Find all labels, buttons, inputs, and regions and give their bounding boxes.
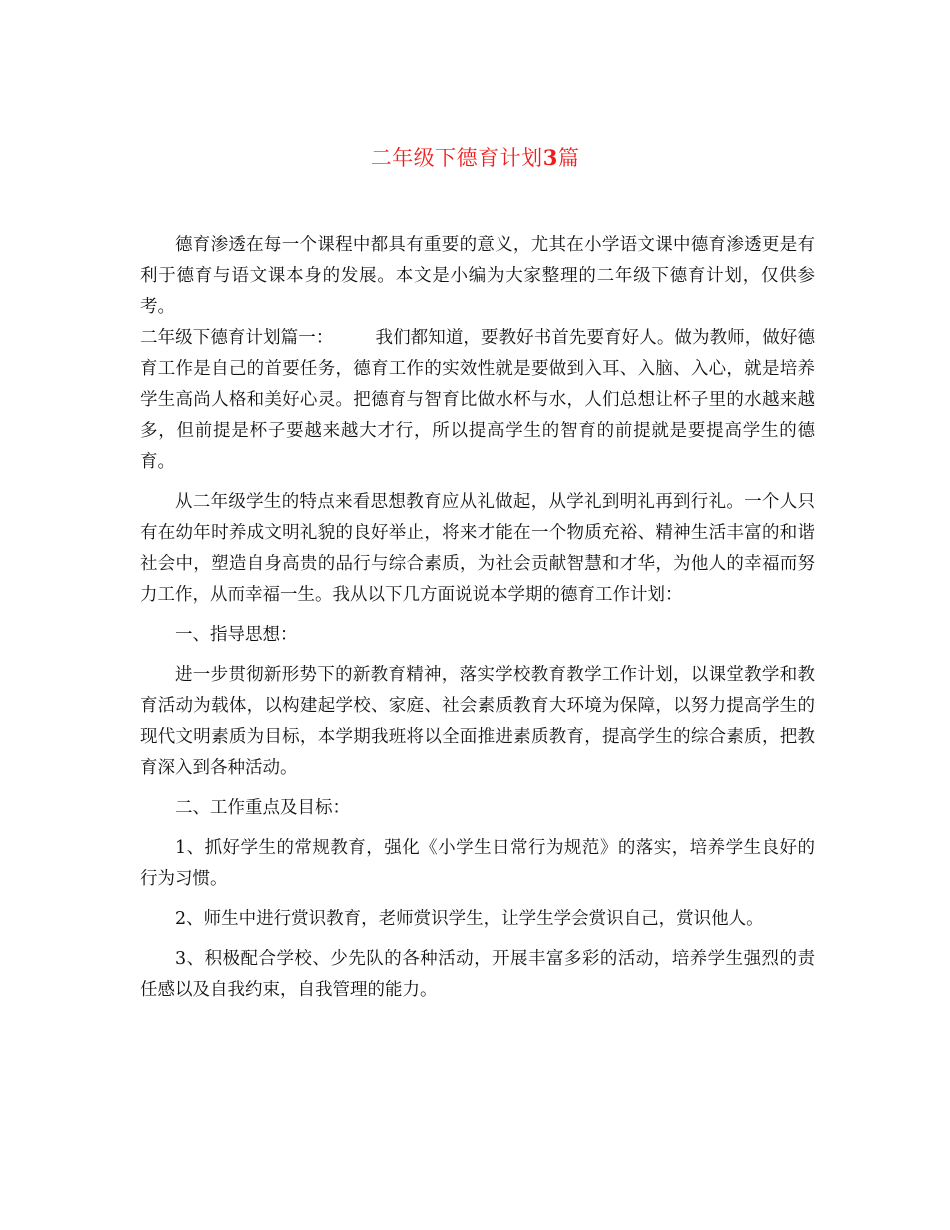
part-one-text: 我们都知道，要教好书首先要育好人。做为教师，做好德育工作是自己的首要任务，德育工作的实效性就是要做到入耳、入脑、入心，就是培养学生高尚人格和美好心灵。把德育与智育比做水杯与水，人们总想让杯子里的水越来越多，但前提是杯子要越来越大才行，所以提高学生的智育的前提就是要提高学生的德育。	[140, 328, 816, 472]
part-one-label: 二年级下德育计划篇一：	[140, 328, 334, 348]
list-item-3: 3、积极配合学校、少先队的各种活动，开展丰富多彩的活动，培养学生强烈的责任感以及自我约束，自我管理的能力。	[140, 949, 815, 1000]
part-one-paragraph	[140, 323, 815, 478]
paragraph-3: 从二年级学生的特点来看思想教育应从礼做起，从学礼到明礼再到行礼。一个人只有在幼年时养成文明礼貌的良好举止，将来才能在一个物质充裕、精神生活丰富的和谐社会中，塑造自身高贵的品行与综合素质，为社会贡献智慧和才华，为他人的幸福而努力工作，从而幸福一生。我从以下几方面说说本学期的德育工作计划：	[140, 492, 815, 605]
document-body	[140, 230, 815, 1015]
list-item-2: 2、师生中进行赏识教育，老师赏识学生，让学生学会赏识自己，赏识他人。	[175, 909, 764, 929]
title-number: 3	[542, 145, 558, 170]
document-title	[0, 143, 950, 173]
heading-key-work-goals: 二、工作重点及目标：	[175, 798, 350, 818]
intro-paragraph: 德育渗透在每一个课程中都具有重要的意义，尤其在小学语文课中德育渗透更是有利于德育与语文课本身的发展。本文是小编为大家整理的二年级下德育计划，仅供参考。	[140, 235, 815, 317]
list-item-1: 1、抓好学生的常规教育，强化《小学生日常行为规范》的落实，培养学生良好的行为习惯。	[140, 838, 815, 889]
title-text: 二年级下德育计划	[370, 146, 543, 170]
paragraph-4: 进一步贯彻新形势下的新教育精神，落实学校教育教学工作计划，以课堂教学和教育活动为载体，以构建起学校、家庭、社会素质教育大环境为保障，以努力提高学生的现代文明素质为目标，本学期我班将以全面推进素质教育，提高学生的综合素质，把教育深入到各种活动。	[140, 665, 815, 778]
heading-guiding-ideology: 一、指导思想：	[175, 625, 298, 645]
title-suffix: 篇	[557, 146, 580, 170]
